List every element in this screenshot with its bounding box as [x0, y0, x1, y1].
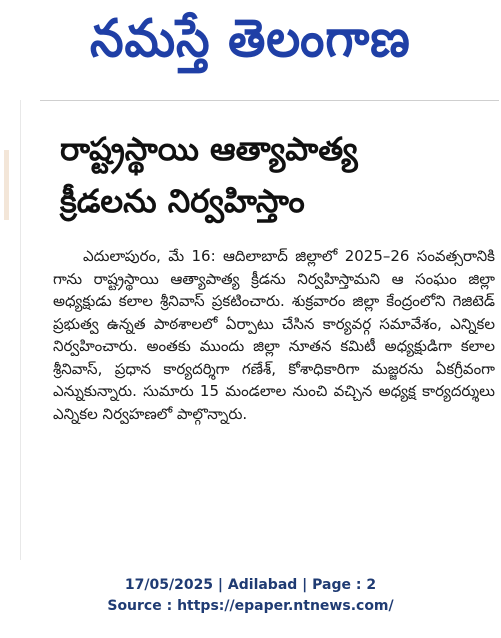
article-body: ఎదులాపురం, మే 16: ఆదిలాబాద్ జిల్లాలో 2025–26 సంవత్సరానికి గాను రాష్ట్రస్థాయి ఆత్యాపాత్య క్రీడను నిర్వహిస్తామని ఆ సంఘం జిల్లా అధ్యక్షుడు కలాల శ్రీనివాస్ ప్రకటించారు. శుక్రవారం జిల్లా కేంద్రంలోని గెజిటెడ్ ప్రభుత్వ ఉన్నత పాఠశాలలో ఏర్పాటు చేసిన కార్యవర్గ సమావేశం, ఎన్నికల నిర్వహించారు. అంతకు ముందు జిల్లా నూతన కమిటీ అధ్యక్షుడిగా కలాల శ్రీనివాస్, ప్రధాన కార్యదర్శిగా గణేశ్, కోశాధికారిగా మజ్జరను ఏకగ్రీవంగా ఎన్నుకున్నారు. సుమారు 15 మండలాల నుంచి వచ్చిన అధ్యక్ష కార్యదర్శులు ఎన్నికల నిర్వహణలో పాల్గొన్నారు. — [53, 247, 495, 423]
newspaper-title: నమస్తే తెలంగాణ — [90, 9, 411, 69]
article-clipping — [40, 100, 499, 561]
masthead — [0, 0, 501, 82]
headline-line-2: క్రీడలను నిర్వహిస్తాం — [60, 182, 305, 220]
edition-info: 17/05/2025 | Adilabad | Page : 2 — [124, 577, 377, 593]
article-headline — [60, 123, 490, 227]
adjacent-column-fragment — [4, 150, 9, 220]
source-info: Source : https://epaper.ntnews.com/ — [107, 598, 394, 614]
adjacent-column-edge — [0, 100, 21, 560]
headline-line-1: రాష్ట్రస్థాయి ఆత్యాపాత్య — [60, 130, 358, 168]
clipping-footer — [0, 575, 501, 617]
